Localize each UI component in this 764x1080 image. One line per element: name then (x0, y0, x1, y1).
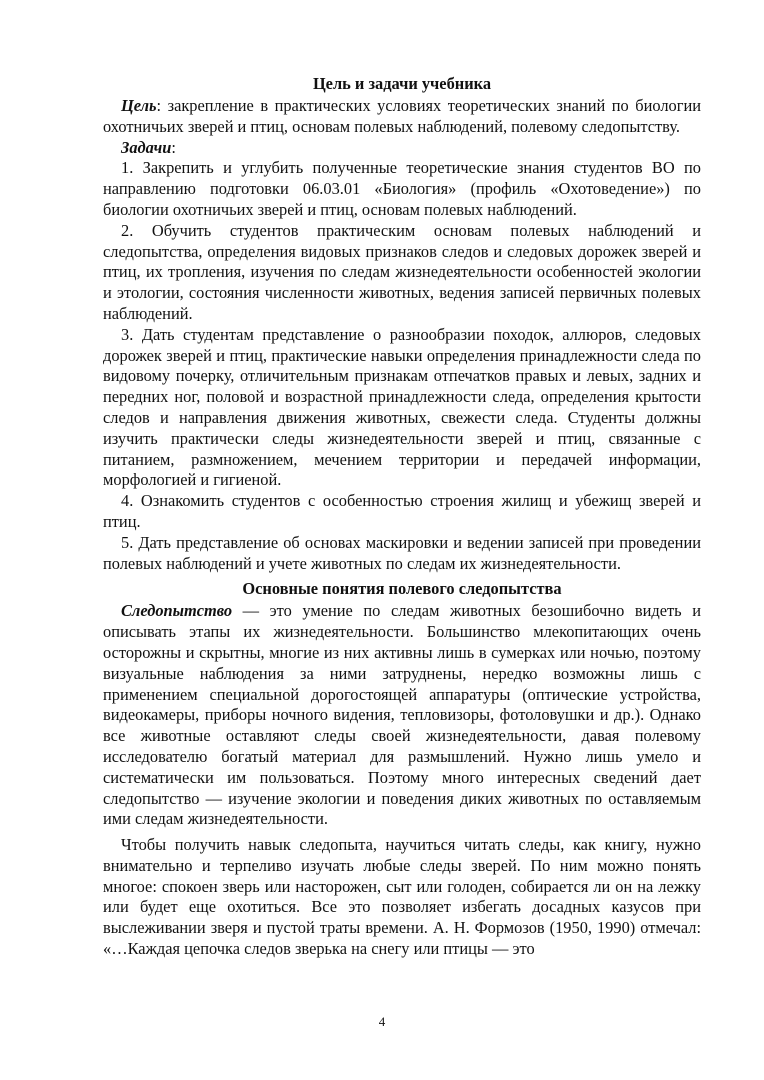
tasks-colon: : (171, 137, 176, 157)
goal-paragraph (103, 96, 701, 138)
term-sledopytstvo: Следопытство (121, 601, 233, 621)
tasks-label: Задачи (121, 137, 172, 157)
concepts-paragraph-1-text: — это умение по следам животных безошибочно видеть и описывать этапы их жизнедеятельности. Большинство млекопитающих очень осторожны и скрытны, многие из них активны лишь в сумерках или ночью, поэтому визуальные наблюдения за ними затруднены, нередко возможны лишь с применением специальной дорогостоящей аппаратуры (оптические устройства, видеокамеры, приборы ночного видения, тепловизоры, фотоловушки и др.). Однако все животные оставляют следы своей жизнедеятельности, давая полевому исследователю богатый материал для размышлений. Нужно лишь умело и систематически им пользоваться. Поэтому много интересных сведений дает следопытство — изучение экологии и поведения диких животных по оставляемым ими следам жизнедеятельности. (103, 601, 701, 829)
goal-text: : закрепление в практических условиях теоретических знаний по биологии охотничьих зверей и птиц, основам полевых наблюдений, полевому следопытству. (103, 96, 701, 136)
task-item-2: 2. Обучить студентов практическим основам полевых наблюдений и следопытства, определения видовых признаков следов и следовых дорожек зверей и птиц, их тропления, изучения по следам жизнедеятельности особенностей экологии и этологии, состояния численности животных, ведения записей первичных полевых наблюдений. (103, 220, 701, 323)
tasks-heading (103, 138, 701, 159)
task-item-3: 3. Дать студентам представление о разнообразии походок, аллюров, следовых дорожек зверей и птиц, практические навыки определения принадлежности следа по видовому почерку, отличительным признакам отпечатков правых и левых, задних и передних ног, половой и возрастной принадлежности следа, определения крытости следов и направления движения животных, свежести следа. Студенты должны изучить практически следы жизнедеятельности зверей и птиц, связанные с питанием, размножением, мечением территории и передачей информации, морфологией и гигиеной. (103, 324, 701, 490)
goal-label: Цель (121, 96, 157, 115)
section-title-goals: Цель и задачи учебника (312, 74, 492, 93)
task-item-4: 4. Ознакомить студентов с особенностью строения жилищ и убежищ зверей и птиц. (103, 491, 701, 531)
concepts-paragraph-1 (103, 601, 701, 830)
task-item-5: 5. Дать представление об основах маскировки и ведении записей при проведении полевых наблюдений и учете животных по следам их жизнедеятельности. (103, 532, 701, 573)
task-item-1: 1. Закрепить и углубить полученные теоретические знания студентов ВО по направлению подготовки 06.03.01 «Биология» (профиль «Охотоведение») по биологии охотничьих зверей и птиц, основам полевых наблюдений. (103, 158, 701, 219)
section-title-concepts: Основные понятия полевого следопытства (242, 579, 562, 599)
concepts-paragraph-2: Чтобы получить навык следопыта, научиться читать следы, как книгу, нужно внимательно и терпеливо изучать любые следы зверей. По ним можно понять многое: спокоен зверь или насторожен, сыт или голоден, собирается ли он на лежку или будет еще охотиться. Все это позволяет избегать досадных казусов при выслеживании зверя и пустой траты времени. А. Н. Формозов (1950, 1990) отмечал: «…Каждая цепочка следов зверька на снегу или птицы — это (103, 835, 701, 959)
page-number: 4 (378, 1014, 386, 1029)
